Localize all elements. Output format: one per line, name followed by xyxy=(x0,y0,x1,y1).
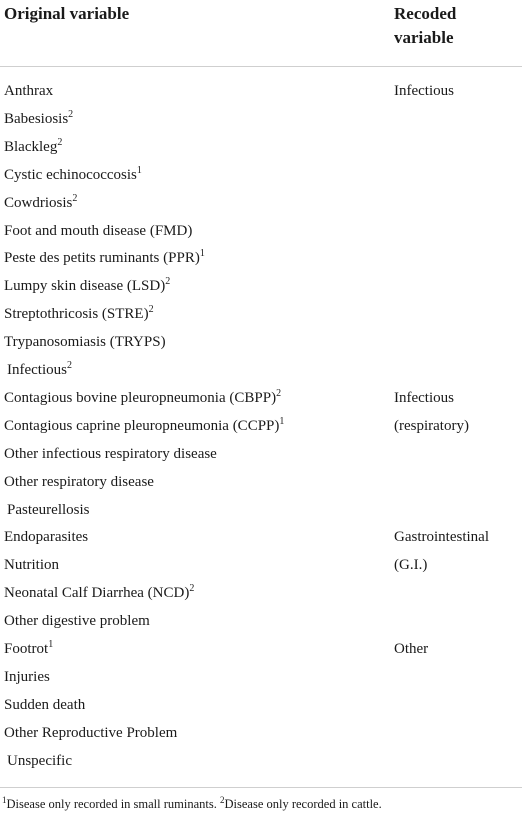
disease-name: Cowdriosis xyxy=(4,194,73,211)
original-variable-cell xyxy=(7,360,72,380)
original-variable-cell xyxy=(4,332,166,352)
original-variable-cell xyxy=(4,388,281,408)
table-row xyxy=(0,221,522,249)
disease-name: Endoparasites xyxy=(4,529,89,546)
table-row xyxy=(0,137,522,165)
table-row xyxy=(0,527,522,555)
disease-name: Blackleg xyxy=(4,138,58,155)
disease-name: Infectious xyxy=(7,362,67,378)
footnote-marker: 2 xyxy=(66,360,72,371)
original-variable-cell xyxy=(4,221,192,241)
original-variable-header-text: Original variable xyxy=(4,4,130,23)
footnote-divider xyxy=(0,787,522,788)
table-row xyxy=(0,276,522,304)
footnote-marker: 2 xyxy=(189,583,195,595)
footnote xyxy=(2,796,520,812)
original-variable-cell xyxy=(4,555,59,575)
table-row xyxy=(0,109,522,137)
table-row xyxy=(0,583,522,611)
original-variable-cell xyxy=(4,416,284,436)
footnote-marker: 1 xyxy=(136,164,142,176)
disease-name: Injuries xyxy=(4,668,50,685)
table-row xyxy=(0,81,522,109)
original-variable-cell xyxy=(4,444,217,464)
original-variable-cell xyxy=(7,751,72,771)
original-variable-cell xyxy=(4,109,73,129)
disease-name: Footrot xyxy=(4,641,49,657)
table-row xyxy=(0,388,522,416)
disease-name: Streptothricosis (STRE) xyxy=(4,306,149,323)
footnote-marker: 1 xyxy=(199,248,205,260)
disease-name: Unspecific xyxy=(7,752,72,769)
footnote-mark-2: 2 xyxy=(220,794,225,805)
table-row xyxy=(0,611,522,639)
disease-name: Anthrax xyxy=(4,83,54,99)
disease-name: Contagious bovine pleuropneumonia (CBPP) xyxy=(4,389,277,406)
table-row xyxy=(0,304,522,332)
recoded-variable-cell: Infectious xyxy=(394,389,454,406)
table-row xyxy=(0,751,522,779)
table-row xyxy=(0,500,522,528)
footnote-text-1: Disease only recorded in small ruminants. xyxy=(6,797,217,811)
disease-name: Lumpy skin disease (LSD) xyxy=(4,278,166,295)
original-variable-cell xyxy=(4,165,142,185)
table-header xyxy=(0,0,522,67)
table-row xyxy=(0,416,522,444)
original-variable-cell xyxy=(4,248,205,268)
disease-name: Babesiosis xyxy=(4,110,69,127)
footnote-marker: 2 xyxy=(72,192,78,204)
table-row xyxy=(0,444,522,472)
recoded-variable-header-line2: variable xyxy=(394,28,454,47)
disease-name: Other infectious respiratory disease xyxy=(4,445,217,462)
recoded-variable-cell: Infectious xyxy=(394,83,454,99)
table-row xyxy=(0,193,522,221)
footnote-marker: 2 xyxy=(276,387,282,399)
original-variable-cell xyxy=(4,695,85,715)
original-variable-cell xyxy=(7,500,90,520)
disease-name: Other respiratory disease xyxy=(4,473,154,490)
table-row xyxy=(0,248,522,276)
footnote-marker: 2 xyxy=(68,108,74,120)
original-variable-cell xyxy=(4,611,150,631)
recoded-variable-cell: Gastrointestinal xyxy=(394,529,489,546)
original-variable-cell xyxy=(4,276,170,296)
footnote-marker: 2 xyxy=(57,136,63,148)
table-row xyxy=(0,723,522,751)
footnote-marker: 1 xyxy=(279,415,285,427)
original-variable-cell xyxy=(4,472,154,492)
disease-name: Contagious caprine pleuropneumonia (CCPP) xyxy=(4,417,280,434)
original-variable-cell xyxy=(4,137,62,157)
disease-name: Foot and mouth disease (FMD) xyxy=(4,222,193,239)
original-variable-cell xyxy=(4,527,88,547)
table-row xyxy=(0,360,522,388)
footnote-marker: 2 xyxy=(148,304,154,316)
original-variable-cell xyxy=(4,723,177,743)
footnote-text-2: Disease only recorded in cattle. xyxy=(224,797,382,811)
footnote-marker: 1 xyxy=(48,639,54,650)
original-variable-header xyxy=(4,2,129,26)
recoded-variable-header-line1: Recoded xyxy=(394,4,457,23)
original-variable-cell xyxy=(4,304,154,324)
table-row xyxy=(0,555,522,583)
disease-name: Neonatal Calf Diarrhea (NCD) xyxy=(4,585,190,602)
footnote-marker: 2 xyxy=(165,276,171,288)
original-variable-cell xyxy=(4,639,53,659)
table-row xyxy=(0,472,522,500)
original-variable-cell xyxy=(4,667,50,687)
disease-name: Peste des petits ruminants (PPR) xyxy=(4,250,200,267)
original-variable-cell xyxy=(4,193,77,213)
recoded-variable-cell: Other xyxy=(394,641,429,657)
disease-name: Sudden death xyxy=(4,696,86,713)
disease-name: Pasteurellosis xyxy=(7,501,90,518)
disease-name: Other digestive problem xyxy=(4,613,150,630)
footnote-mark-1: 1 xyxy=(2,794,7,805)
table-row xyxy=(0,695,522,723)
table-row xyxy=(0,639,522,667)
disease-name: Cystic echinococcosis xyxy=(4,166,137,183)
recoded-variable-header xyxy=(394,2,514,50)
table-row xyxy=(0,165,522,193)
disease-name: Other Reproductive Problem xyxy=(4,724,178,741)
original-variable-cell xyxy=(4,583,194,603)
disease-name: Nutrition xyxy=(4,557,59,574)
recoded-variable-cell: (respiratory) xyxy=(394,417,469,434)
disease-name: Trypanosomiasis (TRYPS) xyxy=(4,334,166,351)
table-row xyxy=(0,332,522,360)
recoded-variable-cell: (G.I.) xyxy=(394,557,428,574)
original-variable-cell xyxy=(4,81,53,101)
table-row xyxy=(0,667,522,695)
